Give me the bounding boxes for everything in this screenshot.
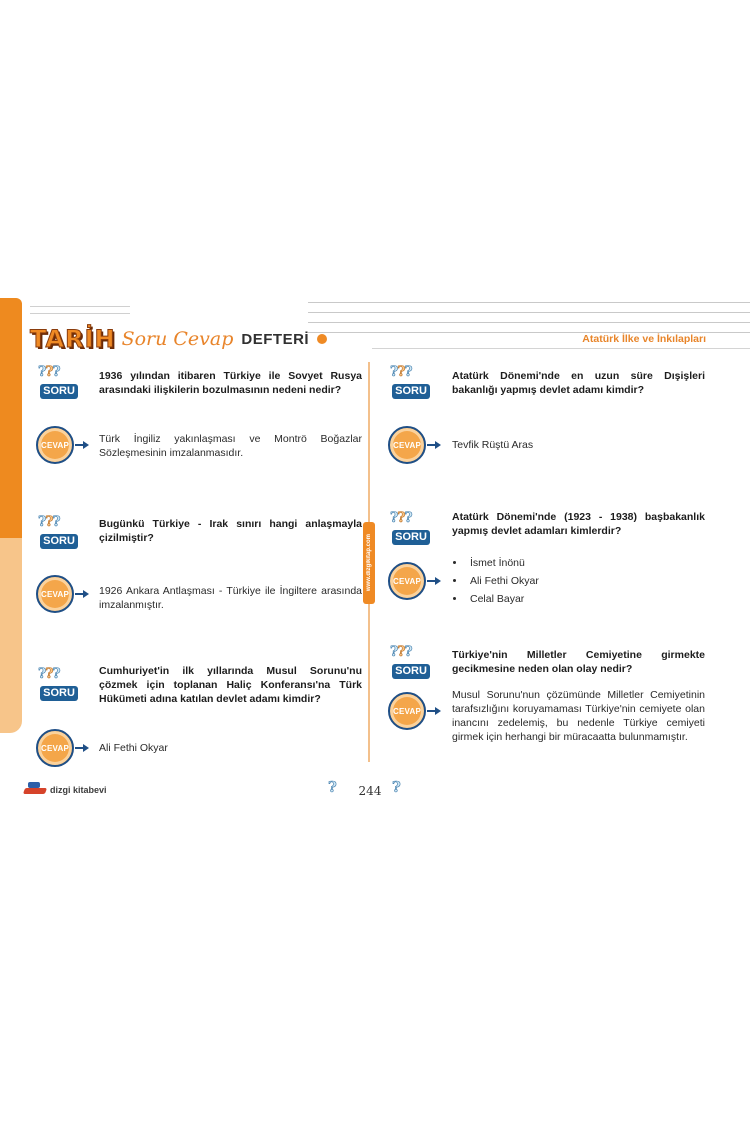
book-logo bbox=[30, 322, 327, 356]
cevap-badge bbox=[388, 426, 426, 464]
cevap-label: CEVAP bbox=[393, 576, 421, 586]
cevap-label: CEVAP bbox=[393, 440, 421, 450]
cevap-label: CEVAP bbox=[393, 706, 421, 716]
page-edge-accent-light bbox=[0, 538, 22, 733]
list-item: • İsmet İnönü bbox=[466, 556, 705, 570]
soru-label: SORU bbox=[40, 384, 78, 399]
website-text: www.dizgikitap.com bbox=[366, 534, 372, 592]
cevap-badge bbox=[36, 575, 74, 613]
answer-text: Ali Fethi Okyar bbox=[99, 742, 168, 754]
question-text: Türkiye'nin Milletler Cemiyetine girmekte gecikmesine neden olan olay nedir? bbox=[452, 649, 705, 675]
soru-label: SORU bbox=[392, 664, 430, 679]
soru-label: SORU bbox=[392, 384, 430, 399]
soru-badge bbox=[388, 364, 440, 404]
soru-label: SORU bbox=[392, 530, 430, 545]
soru-label: SORU bbox=[40, 534, 78, 549]
question-marks-icon: ??? bbox=[38, 666, 60, 682]
cevap-label: CEVAP bbox=[41, 743, 69, 753]
publisher-logo bbox=[24, 782, 107, 798]
header-rule bbox=[372, 348, 750, 349]
cevap-badge bbox=[388, 562, 426, 600]
soru-badge bbox=[36, 514, 88, 554]
cevap-label: CEVAP bbox=[41, 589, 69, 599]
cevap-badge bbox=[36, 426, 74, 464]
page-edge-accent bbox=[0, 298, 22, 538]
website-tab bbox=[363, 522, 375, 604]
soru-badge bbox=[388, 510, 440, 550]
arrow-icon bbox=[427, 580, 436, 582]
arrow-icon bbox=[75, 444, 84, 446]
question-text: Cumhuriyet'in ilk yıllarında Musul Sorunu'nu çözmek için toplanan Haliç Konferansı'na Türk Hükümeti adına katılan devlet adamı kimdir? bbox=[99, 665, 362, 705]
arrow-icon bbox=[427, 710, 436, 712]
soru-badge bbox=[388, 644, 440, 684]
question-marks-icon: ??? bbox=[390, 364, 412, 380]
soru-badge bbox=[36, 666, 88, 706]
soru-label: SORU bbox=[40, 686, 78, 701]
question-marks-icon: ??? bbox=[38, 514, 60, 530]
cevap-label: CEVAP bbox=[41, 440, 69, 450]
logo-dot bbox=[317, 334, 327, 344]
publisher-name: dizgi kitabevi bbox=[50, 785, 107, 795]
logo-soru-cevap: Soru Cevap bbox=[121, 328, 234, 350]
arrow-icon bbox=[427, 444, 436, 446]
logo-tarih: TARİH bbox=[30, 325, 116, 353]
question-text: Atatürk Dönemi'nde (1923 - 1938) başbakanlık yapmış devlet adamları kimlerdir? bbox=[452, 511, 705, 537]
header-left-lines bbox=[30, 306, 130, 320]
arrow-icon bbox=[75, 593, 84, 595]
answer-list bbox=[452, 556, 705, 610]
question-marks-icon: ??? bbox=[38, 364, 60, 380]
question-text: Atatürk Dönemi'nde en uzun süre Dışişleri bakanlığı yapmış devlet adamı kimdir? bbox=[452, 370, 705, 396]
soru-badge bbox=[36, 364, 88, 404]
answer-text: 1926 Ankara Antlaşması - Türkiye ile İngiltere arasında imzalanmıştır. bbox=[99, 585, 362, 611]
section-title: Atatürk İlke ve İnkılapları bbox=[582, 333, 706, 345]
cevap-badge bbox=[388, 692, 426, 730]
answer-text: Musul Sorunu'nun çözümünde Milletler Cemiyetinin tarafsızlığını koruyamaması Türkiye'nin cemiyete olan inancını zedelemiş, bu nedenle Türkiye cemiyeti girmek için herhangi bir müracaatta bulunmamıştır. bbox=[452, 689, 705, 743]
arrow-icon bbox=[75, 747, 84, 749]
page-number: 244 bbox=[358, 784, 382, 798]
logo-defteri: DEFTERİ bbox=[241, 330, 310, 348]
question-mark-icon: ? bbox=[328, 778, 337, 796]
cevap-badge bbox=[36, 729, 74, 767]
question-text: Bugünkü Türkiye - Irak sınırı hangi anlaşmayla çizilmiştir? bbox=[99, 518, 362, 544]
question-marks-icon: ??? bbox=[390, 644, 412, 660]
question-text: 1936 yılından itibaren Türkiye ile Sovyet Rusya arasındaki ilişkilerin bozulmasının nedeni nedir? bbox=[99, 370, 362, 396]
answer-text: Tevfik Rüştü Aras bbox=[452, 439, 534, 451]
answer-text: Türk İngiliz yakınlaşması ve Montrö Boğazlar Sözleşmesinin imzalanmasıdır. bbox=[99, 433, 362, 459]
book-icon bbox=[24, 782, 46, 798]
question-marks-icon: ??? bbox=[390, 510, 412, 526]
list-item: • Celal Bayar bbox=[466, 592, 705, 606]
question-mark-icon: ? bbox=[392, 778, 401, 796]
list-item: • Ali Fethi Okyar bbox=[466, 574, 705, 588]
